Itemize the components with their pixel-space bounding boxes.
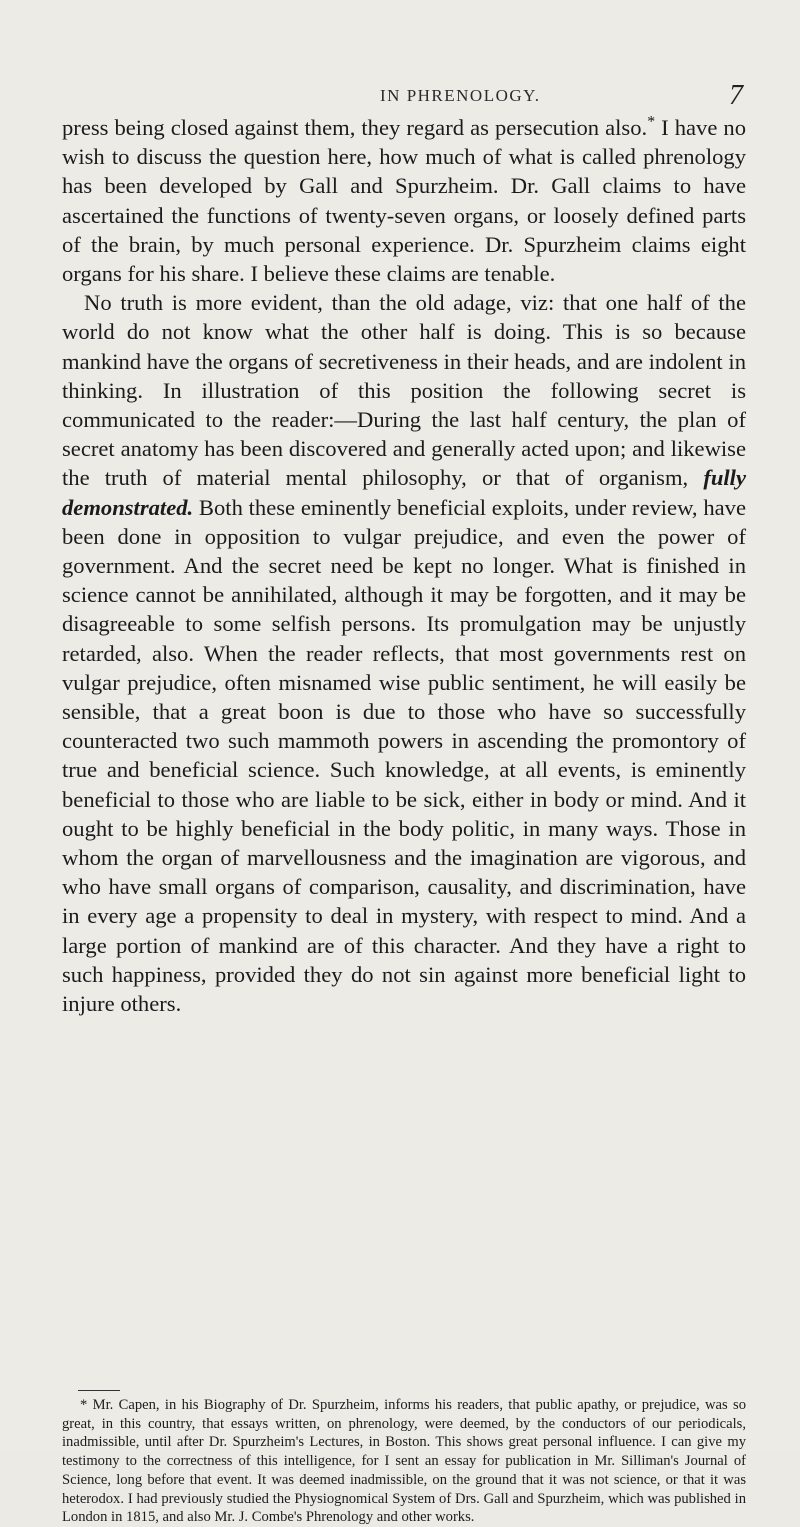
paragraph-2-part-a: No truth is more evident, than the old adage, viz: that one half of the world do not know what the other half is doing. This is so because mankind have the organs of secretiveness in their heads, and are indolent in thinking. In illustration of this position the following secret is communicated to the reader:—During the last half century, the plan of secret anatomy has been discovered and generally acted upon; and likewise the truth of material mental philosophy, or that of organism,	[62, 290, 746, 491]
paragraph-2	[62, 288, 746, 1018]
page-number: 7	[729, 80, 743, 111]
body-text	[62, 113, 746, 1018]
paragraph-2-part-b: Both these eminently beneficial exploits, under review, have been done in opposition to vulgar prejudice, and even the power of government. And the secret need be kept no longer. What is finished in science cannot be annihilated, although it may be forgotten, and it may be disagreeable to some selfish persons. Its promulgation may be unjustly retarded, also. When the reader reflects, that most governments rest on vulgar prejudice, often misnamed wise public sentiment, he will easily be sensible, that a great boon is due to those who have so successfully counteracted two such mammoth powers in ascending the promontory of true and beneficial science. Such knowledge, at all events, is eminently beneficial to those who are liable to be sick, either in body or mind. And it ought to be highly beneficial in the body politic, in many ways. Those in whom the organ of marvellousness and the imagination are vigorous, and who have small organs of comparison, causality, and discrimination, have in every age a propensity to deal in mystery, with respect to mind. And a large portion of mankind are of this character. And they have a right to such happiness, provided they do not sin against more beneficial light to injure others.	[62, 494, 746, 1017]
running-title: IN PHRENOLOGY.	[380, 86, 541, 105]
footnote-text: * Mr. Capen, in his Biography of Dr. Spurzheim, informs his readers, that public apathy, or prejudice, was so great, in this country, that essays written, on phrenology, were deemed, by the conductors of our periodicals, inadmissible, until after Dr. Spurzheim's Lectures, in Boston. This shows great personal influence. I can give my testimony to the correctness of this intelligence, for I sent an essay for publication in Mr. Silliman's Journal of Science, long before that event. It was deemed inadmissible, on the ground that it was not science, or that it was heterodox. I had previously studied the Physiognomical System of Drs. Gall and Spurzheim, which was published in London in 1815, and also Mr. J. Combe's Phrenology and other works.	[62, 1397, 746, 1526]
paragraph-1-part-a: press being closed against them, they regard as persecution also.	[62, 115, 648, 140]
paragraph-1-part-b: I have no wish to discuss the question here, how much of what is called phrenology has been developed by Gall and Spurzheim. Dr. Gall claims to have ascertained the functions of twenty-seven organs, or loosely defined parts of the brain, by much personal experience. Dr. Spurzheim claims eight organs for his share. I believe these claims are tenable.	[62, 115, 746, 287]
emphasis-fully-demonstrated: fully demonstrated.	[62, 465, 746, 520]
paragraph-1	[62, 113, 746, 288]
footnote-rule	[78, 1390, 120, 1391]
footnote	[62, 1396, 746, 1527]
footnote-marker: *	[647, 113, 656, 131]
running-head	[0, 80, 800, 116]
